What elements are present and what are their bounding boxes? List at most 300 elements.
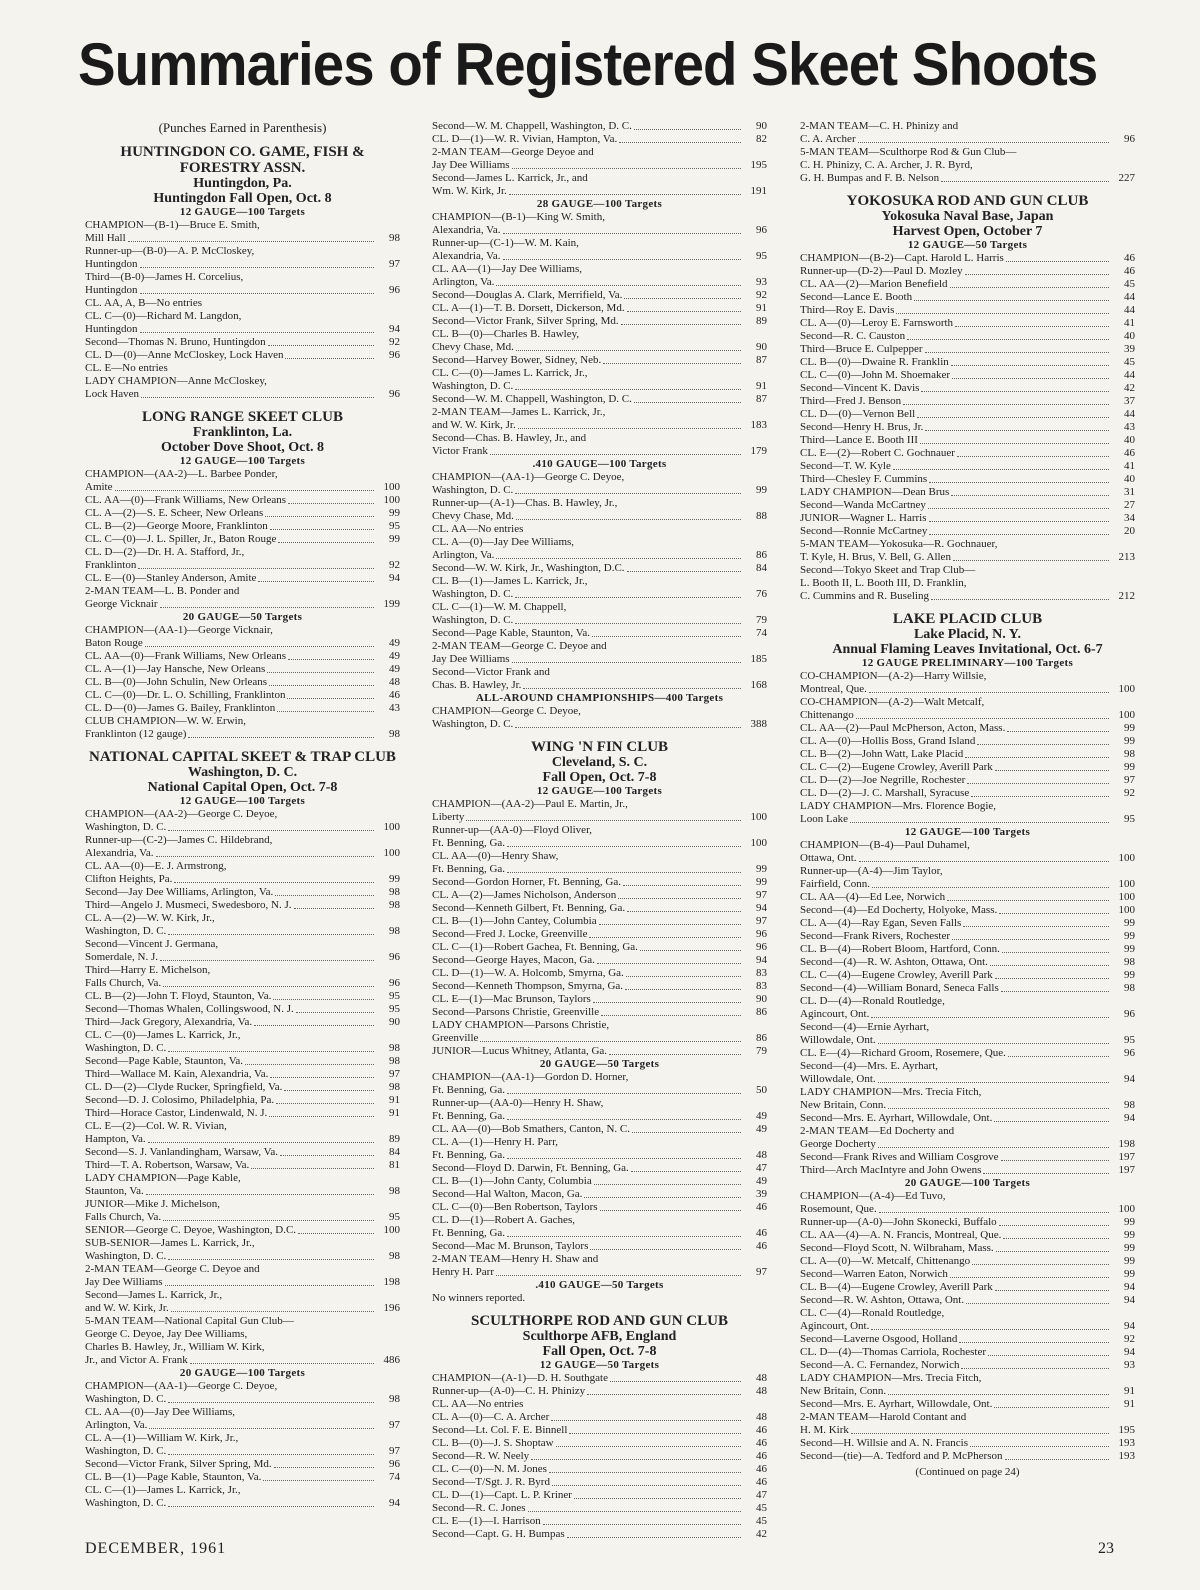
leader-dots: [925, 421, 1109, 431]
result-row: [800, 891, 1135, 904]
result-score: 99: [1124, 1216, 1135, 1228]
result-name: Second—Harvey Bower, Sidney, Neb.: [432, 354, 602, 366]
gauge-heading: .410 GAUGE—50 Targets: [535, 1279, 664, 1291]
result-row: [85, 520, 400, 533]
result-row: [800, 761, 1135, 774]
leader-dots: [640, 941, 741, 951]
leader-dots: [627, 562, 741, 572]
result-name: Franklinton (12 gauge): [85, 728, 187, 740]
result-row: [432, 250, 767, 263]
result-row: [432, 1084, 767, 1097]
leader-dots: [995, 761, 1109, 771]
result-score: 86: [756, 549, 767, 561]
leader-dots: [921, 382, 1109, 392]
result-name: Second—Thomas Whalen, Collingswood, N. J.: [85, 1003, 294, 1015]
result-score: 95: [756, 250, 767, 262]
result-row: [432, 967, 767, 980]
result-name: CL. AA—(4)—A. N. Francis, Montreal, Que.: [800, 1229, 1002, 1241]
leader-dots: [953, 551, 1109, 561]
result-name: Second—W. W. Kirk, Jr., Washington, D.C.: [432, 562, 625, 574]
result-name: and W. W. Kirk, Jr.: [432, 419, 516, 431]
result-score: 81: [389, 1159, 400, 1171]
result-name: CL. D—(0)—Vernon Bell: [800, 408, 916, 420]
result-name: Second—Frank Rivers, Rochester: [800, 930, 950, 942]
result-row: [800, 787, 1135, 800]
result-row: [800, 133, 1135, 146]
result-line: Third—(B-0)—James H. Corcelius,: [85, 271, 244, 283]
result-score: 94: [1124, 1320, 1135, 1332]
gauge-heading: 20 GAUGE—100 Targets: [904, 1177, 1031, 1189]
result-row: [432, 679, 767, 692]
club-location: Cleveland, S. C.: [551, 755, 648, 770]
result-row: [800, 917, 1135, 930]
result-row: [432, 915, 767, 928]
result-name: Washington, D. C.: [85, 1042, 167, 1054]
result-name: Third—Lance E. Booth III: [800, 434, 918, 446]
leader-dots: [523, 679, 741, 689]
result-line: CL. AA, A, B—No entries: [85, 297, 203, 309]
result-row: [800, 356, 1135, 369]
result-name: Chevy Chase, Md.: [432, 510, 514, 522]
result-score: 46: [756, 1476, 767, 1488]
result-score: 97: [756, 1266, 767, 1278]
result-row: [432, 1515, 767, 1528]
result-line: Second—Chas. B. Hawley, Jr., and: [432, 432, 587, 444]
result-row: [432, 1528, 767, 1541]
result-name: Chittenango: [800, 709, 854, 721]
result-score: 74: [756, 627, 767, 639]
result-row: [85, 990, 400, 1003]
result-line: LADY CHAMPION—Mrs. Florence Bogie,: [800, 800, 997, 812]
result-name: CHAMPION—(B-2)—Capt. Harold L. Harris: [800, 252, 1004, 264]
leader-dots: [516, 341, 741, 351]
result-line: CL. D—(2)—Dr. H. A. Stafford, Jr.,: [85, 546, 245, 558]
result-row: [85, 1159, 400, 1172]
leader-dots: [551, 1411, 741, 1421]
result-line: CL. C—(0)—James L. Karrick, Jr.,: [432, 367, 588, 379]
result-row: [800, 551, 1135, 564]
result-name: CL. AA—(0)—Frank Williams, New Orleans: [85, 650, 286, 662]
result-score: 97: [389, 258, 400, 270]
result-row: [800, 852, 1135, 865]
result-name: Second—Thomas N. Bruno, Huntingdon: [85, 336, 266, 348]
result-row: [800, 1047, 1135, 1060]
result-score: 100: [1118, 904, 1135, 916]
result-line: JUNIOR—Mike J. Michelson,: [85, 1198, 221, 1210]
result-row: [85, 1094, 400, 1107]
result-name: Washington, D. C.: [432, 484, 514, 496]
club-location: Franklinton, La.: [192, 425, 293, 440]
result-row: [800, 1424, 1135, 1437]
result-score: 41: [1124, 317, 1135, 329]
gauge-heading: 12 GAUGE—100 Targets: [904, 826, 1031, 838]
result-score: 46: [1124, 252, 1135, 264]
leader-dots: [959, 1333, 1109, 1343]
column-left: [85, 120, 400, 1530]
result-line: CL. A—(1)—Henry H. Parr,: [432, 1136, 559, 1148]
result-row: [85, 1458, 400, 1471]
result-name: Second—Vincent K. Davis: [800, 382, 920, 394]
column-middle: [432, 120, 767, 1540]
result-name: CL. B—(0)—Dwaine R. Franklin: [800, 356, 949, 368]
result-name: CL. B—(1)—John Cantey, Columbia: [432, 915, 597, 927]
result-row: [85, 336, 400, 349]
result-score: 82: [756, 133, 767, 145]
result-line: CL. AA—(1)—Jay Dee Williams,: [432, 263, 582, 275]
result-score: 95: [389, 1003, 400, 1015]
result-row: [85, 1042, 400, 1055]
result-name: Second—D. J. Colosimo, Philadelphia, Pa.: [85, 1094, 275, 1106]
leader-dots: [273, 990, 374, 1000]
leader-dots: [879, 1203, 1109, 1213]
result-score: 179: [750, 445, 767, 457]
result-name: Ottawa, Ont.: [800, 852, 857, 864]
result-score: 98: [389, 886, 400, 898]
result-line: 2-MAN TEAM—Henry H. Shaw and: [432, 1253, 599, 1265]
leader-dots: [515, 588, 741, 598]
result-line: CL. AA—(0)—Jay Dee Williams,: [85, 1406, 235, 1418]
result-row: [800, 395, 1135, 408]
result-row: [800, 878, 1135, 891]
result-name: CL. D—(2)—Joe Negrille, Rochester: [800, 774, 966, 786]
result-name: CL. A—(2)—S. E. Scheer, New Orleans: [85, 507, 264, 519]
gauge-heading: 20 GAUGE—50 Targets: [182, 611, 303, 623]
result-row: [85, 284, 400, 297]
result-score: 94: [756, 902, 767, 914]
result-row: [85, 1055, 400, 1068]
result-name: CL. A—(1)—T. B. Dorsett, Dickerson, Md.: [432, 302, 625, 314]
result-line: CHAMPION—(AA-2)—Paul E. Martin, Jr.,: [432, 798, 628, 810]
leader-dots: [624, 289, 741, 299]
result-score: 191: [750, 185, 767, 197]
leader-dots: [634, 393, 741, 403]
result-row: [800, 330, 1135, 343]
leader-dots: [496, 276, 741, 286]
result-name: CL. A—(0)—Leroy E. Farnsworth: [800, 317, 954, 329]
result-row: [800, 1229, 1135, 1242]
result-name: Arlington, Va.: [432, 549, 495, 561]
leader-dots: [903, 395, 1109, 405]
result-row: [432, 928, 767, 941]
result-line: CHAMPION—(B-1)—King W. Smith,: [432, 211, 605, 223]
result-score: 94: [389, 323, 400, 335]
result-row: [800, 1242, 1135, 1255]
leader-dots: [515, 614, 741, 624]
result-score: 100: [1118, 891, 1135, 903]
club-title: YOKOSUKA ROD AND GUN CLUB: [846, 193, 1089, 209]
result-line: CHAMPION—(AA-2)—L. Barbee Ponder,: [85, 468, 278, 480]
result-name: Second—Lt. Col. F. E. Binnell: [432, 1424, 568, 1436]
result-row: [85, 533, 400, 546]
result-line: LADY CHAMPION—Mrs. Trecia Fitch,: [800, 1086, 982, 1098]
result-line: Second—(4)—Mrs. E. Ayrhart,: [800, 1060, 938, 1072]
result-line: No winners reported.: [432, 1292, 526, 1304]
result-line: 2-MAN TEAM—Ed Docherty and: [800, 1125, 955, 1137]
result-row: [432, 1110, 767, 1123]
result-score: 99: [756, 863, 767, 875]
result-name: Washington, D. C.: [432, 380, 514, 392]
result-name: Third—Arch MacIntyre and John Owens: [800, 1164, 982, 1176]
result-name: Second—Jay Dee Williams, Arlington, Va.: [85, 886, 274, 898]
leader-dots: [512, 653, 741, 663]
result-line: CL. B—(1)—James L. Karrick, Jr.,: [432, 575, 588, 587]
result-score: 87: [756, 393, 767, 405]
result-score: 99: [756, 876, 767, 888]
leader-dots: [593, 993, 741, 1003]
leader-dots: [275, 886, 374, 896]
result-name: Second—(tie)—A. Tedford and P. McPherson: [800, 1450, 1003, 1462]
leader-dots: [507, 1084, 741, 1094]
result-name: Second—Mrs. E. Ayrhart, Willowdale, Ont.: [800, 1112, 993, 1124]
result-score: 199: [383, 598, 400, 610]
result-score: 46: [756, 1201, 767, 1213]
result-name: CL. A—(2)—James Nicholson, Anderson: [432, 889, 617, 901]
leader-dots: [156, 847, 374, 857]
result-row: [432, 1006, 767, 1019]
leader-dots: [288, 494, 374, 504]
leader-dots: [995, 969, 1109, 979]
result-name: Agincourt, Ont.: [800, 1008, 870, 1020]
result-name: Alexandria, Va.: [432, 250, 501, 262]
result-score: 195: [1118, 1424, 1135, 1436]
result-row: [85, 650, 400, 663]
result-line: CL. A—(2)—W. W. Kirk, Jr.,: [85, 912, 215, 924]
result-score: 46: [389, 689, 400, 701]
result-score: 100: [383, 481, 400, 493]
leader-dots: [269, 1107, 374, 1117]
result-name: JUNIOR—Wagner L. Harris: [800, 512, 927, 524]
result-name: George Docherty: [800, 1138, 876, 1150]
leader-dots: [971, 787, 1109, 797]
leader-dots: [872, 878, 1109, 888]
result-score: 98: [389, 899, 400, 911]
result-line: 2-MAN TEAM—George Deyoe and: [432, 146, 594, 158]
result-score: 48: [756, 1385, 767, 1397]
page-title: Summaries of Registered Skeet Shoots: [78, 31, 1098, 98]
result-score: 99: [389, 507, 400, 519]
event-title: October Dove Shoot, Oct. 8: [160, 440, 325, 455]
event-title: Harvest Open, October 7: [892, 224, 1043, 239]
result-name: Second—Parsons Christie, Greenville: [432, 1006, 600, 1018]
result-name: Second—R. W. Neely: [432, 1450, 530, 1462]
result-name: CL. D—(2)—J. C. Marshall, Syracuse: [800, 787, 970, 799]
result-score: 46: [756, 1424, 767, 1436]
result-row: [85, 1471, 400, 1484]
result-row: [800, 748, 1135, 761]
result-score: 84: [389, 1146, 400, 1158]
result-score: 79: [756, 614, 767, 626]
result-row: [432, 159, 767, 172]
result-score: 168: [750, 679, 767, 691]
result-row: [85, 388, 400, 401]
result-row: [432, 863, 767, 876]
result-row: [432, 289, 767, 302]
result-name: Huntingdon: [85, 284, 138, 296]
result-row: [800, 291, 1135, 304]
leader-dots: [597, 954, 741, 964]
result-row: [85, 886, 400, 899]
result-row: [432, 1411, 767, 1424]
result-row: [800, 172, 1135, 185]
gauge-heading: 12 GAUGE PRELIMINARY—100 Targets: [861, 657, 1074, 669]
leader-dots: [893, 460, 1109, 470]
result-row: [800, 1034, 1135, 1047]
result-row: [85, 1224, 400, 1237]
result-row: [432, 185, 767, 198]
result-name: Second—R. C. Causton: [800, 330, 906, 342]
result-name: Second—Victor Frank, Silver Spring, Md.: [432, 315, 619, 327]
leader-dots: [168, 1497, 374, 1507]
result-score: 98: [1124, 1099, 1135, 1111]
result-score: 88: [756, 510, 767, 522]
leader-dots: [603, 354, 741, 364]
result-score: 97: [389, 1419, 400, 1431]
result-score: 98: [1124, 956, 1135, 968]
leader-dots: [140, 284, 374, 294]
leader-dots: [859, 852, 1109, 862]
result-name: New Britain, Conn.: [800, 1099, 887, 1111]
result-name: Baton Rouge: [85, 637, 143, 649]
result-row: [800, 722, 1135, 735]
result-name: CL. C—(0)—N. M. Jones: [432, 1463, 547, 1475]
result-line: SUB-SENIOR—James L. Karrick, Jr.,: [85, 1237, 255, 1249]
result-score: 95: [1124, 813, 1135, 825]
result-row: [85, 349, 400, 362]
result-line: 2-MAN TEAM—L. B. Ponder and: [85, 585, 240, 597]
result-row: [800, 369, 1135, 382]
result-score: 227: [1118, 172, 1135, 184]
result-row: [432, 510, 767, 523]
result-row: [85, 572, 400, 585]
result-row: [432, 614, 767, 627]
result-score: 79: [756, 1045, 767, 1057]
result-line: CL. C—(0)—James L. Karrick, Jr.,: [85, 1029, 241, 1041]
result-row: [432, 224, 767, 237]
result-line: CHAMPION—(A-4)—Ed Tuvo,: [800, 1190, 946, 1202]
result-name: Second—Kenneth Thompson, Smyrna, Ga.: [432, 980, 624, 992]
leader-dots: [951, 486, 1109, 496]
result-name: Second—Laverne Osgood, Holland: [800, 1333, 958, 1345]
result-score: 44: [1124, 291, 1135, 303]
result-score: 196: [383, 1302, 400, 1314]
result-name: CL. B—(4)—Eugene Crowley, Averill Park: [800, 1281, 993, 1293]
result-row: [800, 1203, 1135, 1216]
result-line: LADY CHAMPION—Anne McCloskey,: [85, 375, 267, 387]
leader-dots: [149, 1419, 374, 1429]
gauge-heading: 12 GAUGE—100 Targets: [536, 785, 663, 797]
result-name: Fairfield, Conn.: [800, 878, 870, 890]
club-title: SCULTHORPE ROD AND GUN CLUB: [471, 1313, 728, 1329]
result-row: [85, 494, 400, 507]
result-name: Second—Mrs. E. Ayrhart, Willowdale, Ont.: [800, 1398, 993, 1410]
result-score: 91: [389, 1107, 400, 1119]
result-row: [800, 343, 1135, 356]
result-name: Second—Victor Frank, Silver Spring, Md.: [85, 1458, 272, 1470]
result-row: [432, 902, 767, 915]
result-name: Second—R. W. Ashton, Ottawa, Ont.: [800, 1294, 965, 1306]
result-line: CL. D—(1)—Robert A. Gaches,: [432, 1214, 575, 1226]
result-name: Second—(4)—R. W. Ashton, Ottawa, Ont.: [800, 956, 988, 968]
leader-dots: [512, 159, 741, 169]
result-score: 48: [756, 1372, 767, 1384]
result-score: 183: [750, 419, 767, 431]
leader-dots: [280, 1146, 374, 1156]
result-score: 50: [756, 1084, 767, 1096]
result-row: [800, 1112, 1135, 1125]
result-name: CHAMPION—(A-1)—D. H. Southgate: [432, 1372, 608, 1384]
leader-dots: [509, 185, 741, 195]
result-row: [85, 1185, 400, 1198]
result-line: 2-MAN TEAM—James L. Karrick, Jr.,: [432, 406, 606, 418]
leader-dots: [625, 980, 741, 990]
leader-dots: [621, 315, 741, 325]
result-name: CL. C—(1)—Robert Gachea, Ft. Benning, Ga.: [432, 941, 638, 953]
leader-dots: [965, 748, 1109, 758]
result-name: Washington, D. C.: [85, 1393, 167, 1405]
result-name: CL. C—(0)—Ben Robertson, Taylors: [432, 1201, 598, 1213]
gauge-heading: 12 GAUGE—100 Targets: [179, 795, 306, 807]
leader-dots: [1001, 982, 1109, 992]
result-line: CL. AA—No entries: [432, 523, 524, 535]
result-score: 100: [750, 811, 767, 823]
result-name: Second—Gordon Horner, Ft. Benning, Ga.: [432, 876, 621, 888]
result-name: Somerdale, N. J.: [85, 951, 159, 963]
leader-dots: [627, 902, 741, 912]
result-name: Ft. Benning, Ga.: [432, 863, 506, 875]
result-score: 40: [1124, 434, 1135, 446]
result-name: Staunton, Va.: [85, 1185, 144, 1197]
leader-dots: [518, 419, 741, 429]
leader-dots: [140, 258, 374, 268]
result-row: [85, 676, 400, 689]
result-name: CL. B—(2)—John T. Floyd, Staunton, Va.: [85, 990, 272, 1002]
result-row: [800, 930, 1135, 943]
result-score: 98: [389, 1393, 400, 1405]
result-name: CL. E—(1)—I. Harrison: [432, 1515, 541, 1527]
result-score: 96: [389, 349, 400, 361]
result-score: 48: [756, 1411, 767, 1423]
club-location: Washington, D. C.: [187, 765, 298, 780]
result-name: Chevy Chase, Md.: [432, 341, 514, 353]
result-name: CL. D—(2)—Clyde Rucker, Springfield, Va.: [85, 1081, 283, 1093]
leader-dots: [168, 925, 374, 935]
result-name: Rosemount, Que.: [800, 1203, 877, 1215]
result-name: Second—George Hayes, Macon, Ga.: [432, 954, 595, 966]
result-score: 99: [756, 484, 767, 496]
result-name: George Vicknair: [85, 598, 158, 610]
result-row: [85, 559, 400, 572]
result-row: [85, 1497, 400, 1510]
leader-dots: [507, 837, 741, 847]
result-name: Third—Fred J. Benson: [800, 395, 902, 407]
result-score: 100: [1118, 878, 1135, 890]
result-row: [432, 1372, 767, 1385]
result-name: Washington, D. C.: [432, 614, 514, 626]
result-score: 193: [1118, 1437, 1135, 1449]
result-score: 91: [389, 1094, 400, 1106]
leader-dots: [163, 1211, 374, 1221]
result-name: CL. B—(1)—John Canty, Columbia: [432, 1175, 592, 1187]
result-row: [800, 1450, 1135, 1463]
result-name: CL. E—(4)—Richard Groom, Rosemere, Que.: [800, 1047, 1006, 1059]
result-row: [800, 1320, 1135, 1333]
result-name: Second—H. Willsie and A. N. Francis: [800, 1437, 969, 1449]
result-score: 44: [1124, 304, 1135, 316]
result-name: Greenville: [432, 1032, 479, 1044]
leader-dots: [496, 1266, 741, 1276]
leader-dots: [171, 1302, 374, 1312]
result-score: 93: [1124, 1359, 1135, 1371]
